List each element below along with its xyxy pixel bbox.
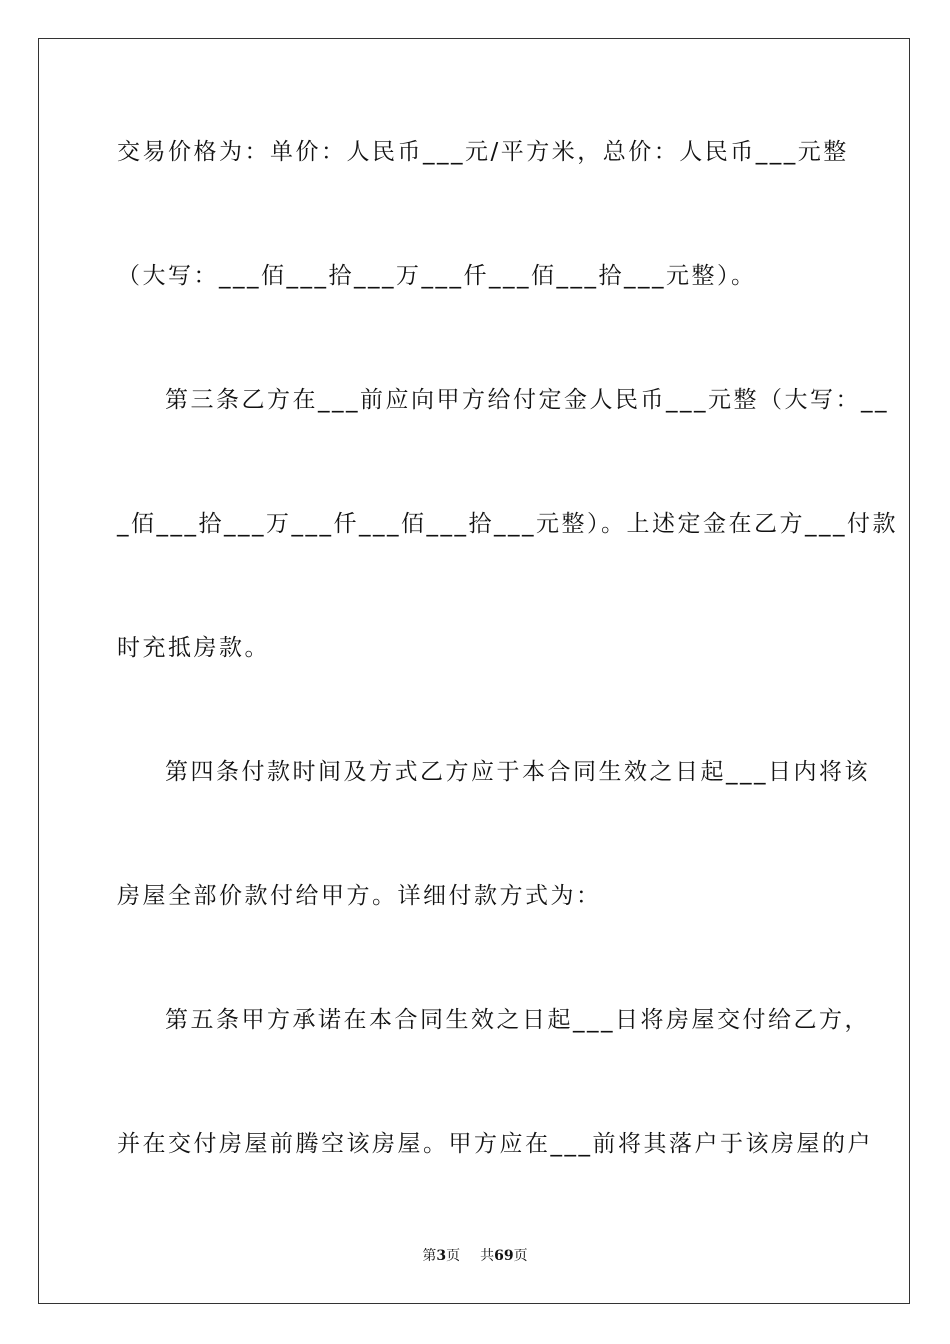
body-line-7: 房屋全部价款付给甲方。详细付款方式为：: [117, 883, 602, 909]
body-line-1: 交易价格为：单价：人民币___元/平方米，总价：人民币___元整: [117, 139, 849, 165]
body-line-6: 第四条付款时间及方式乙方应于本合同生效之日起___日内将该: [165, 759, 870, 785]
footer-total-unit: 页: [513, 1248, 528, 1264]
body-line-3: 第三条乙方在___前应向甲方给付定金人民币___元整（大写：__: [165, 387, 889, 413]
footer-page-total: 69: [494, 1248, 514, 1264]
body-line-5: 时充抵房款。: [117, 635, 270, 661]
body-line-9: 并在交付房屋前腾空该房屋。甲方应在___前将其落户于该房屋的户: [117, 1131, 873, 1157]
body-line-2: （大写：___佰___拾___万___仟___佰___拾___元整）。: [117, 263, 757, 289]
page-border: [38, 38, 910, 1304]
body-line-8: 第五条甲方承诺在本合同生效之日起___日将房屋交付给乙方，: [165, 1007, 870, 1033]
footer-page-current: 3: [436, 1248, 447, 1264]
body-line-4: _佰___拾___万___仟___佰___拾___元整）。上述定金在乙方___付款: [117, 511, 898, 537]
footer-page-prefix: 第: [422, 1248, 437, 1264]
page-footer: [0, 1246, 950, 1266]
footer-total-prefix: 共: [480, 1248, 495, 1264]
footer-page-unit: 页: [446, 1248, 461, 1264]
